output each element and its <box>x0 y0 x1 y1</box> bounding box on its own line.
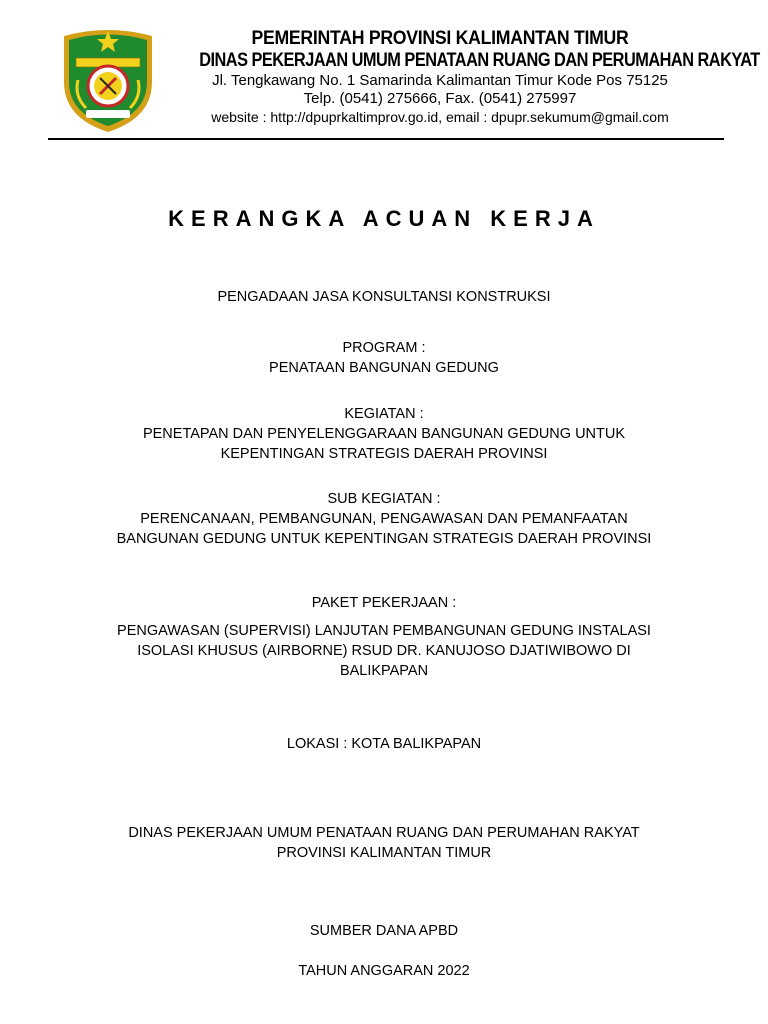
paket-line-3: BALIKPAPAN <box>339 663 429 679</box>
kegiatan-label: KEGIATAN : <box>344 406 424 422</box>
agency-website-email: website : http://dpuprkaltimprov.go.id, email : dpupr.sekumum@gmail.com <box>211 109 669 125</box>
agency-line-2: PROVINSI KALIMANTAN TIMUR <box>276 845 492 861</box>
agency-address: Jl. Tengkawang No. 1 Samarinda Kalimantan Timur Kode Pos 75125 <box>212 72 668 89</box>
sub-kegiatan-line-1: PERENCANAAN, PEMBANGUNAN, PENGAWASAN DAN PEMANFAATAN <box>140 511 628 527</box>
paket-line-2: ISOLASI KHUSUS (AIRBORNE) RSUD DR. KANUJOSO DJATIWIBOWO DI <box>137 643 631 659</box>
program-label: PROGRAM : <box>342 340 426 356</box>
paket-line-1: PENGAWASAN (SUPERVISI) LANJUTAN PEMBANGUNAN GEDUNG INSTALASI <box>117 623 651 639</box>
sub-kegiatan-label: SUB KEGIATAN : <box>327 491 441 507</box>
location-section <box>0 734 768 754</box>
agency-line-1: DINAS PEKERJAAN UMUM PENATAAN RUANG DAN PERUMAHAN RAKYAT <box>128 825 640 841</box>
location-text: LOKASI : KOTA BALIKPAPAN <box>286 736 482 752</box>
kegiatan-line-1: PENETAPAN DAN PENYELENGGARAAN BANGUNAN GEDUNG UNTUK <box>142 426 626 442</box>
agency-section <box>0 823 768 863</box>
agency-name: DINAS PEKERJAAN UMUM PENATAAN RUANG DAN PERUMAHAN RAKYAT <box>199 50 760 71</box>
fiscal-year-text: TAHUN ANGGARAN 2022 <box>298 963 470 979</box>
kalimantan-timur-emblem-icon <box>60 22 156 134</box>
letterhead-divider <box>48 138 724 140</box>
letterhead <box>160 28 760 126</box>
sub-kegiatan-line-2: BANGUNAN GEDUNG UNTUK KEPENTINGAN STRATEGIS DAERAH PROVINSI <box>116 531 652 547</box>
sub-kegiatan-section <box>0 489 768 549</box>
kegiatan-line-2: KEPENTINGAN STRATEGIS DAERAH PROVINSI <box>220 446 548 462</box>
paket-label: PAKET PEKERJAAN : <box>311 595 457 611</box>
paket-section <box>0 593 768 681</box>
funding-source <box>0 921 768 941</box>
kegiatan-section <box>0 404 768 464</box>
document-title: KERANGKA ACUAN KERJA <box>168 206 600 231</box>
program-value: PENATAAN BANGUNAN GEDUNG <box>269 360 499 376</box>
funding-text: SUMBER DANA APBD <box>309 923 459 939</box>
fiscal-year <box>0 961 768 981</box>
government-name: PEMERINTAH PROVINSI KALIMANTAN TIMUR <box>251 28 629 49</box>
subject-text: PENGADAAN JASA KONSULTANSI KONSTRUKSI <box>217 289 551 305</box>
procurement-subject <box>0 287 768 307</box>
program-section <box>0 338 768 378</box>
agency-phone: Telp. (0541) 275666, Fax. (0541) 275997 <box>303 90 577 107</box>
